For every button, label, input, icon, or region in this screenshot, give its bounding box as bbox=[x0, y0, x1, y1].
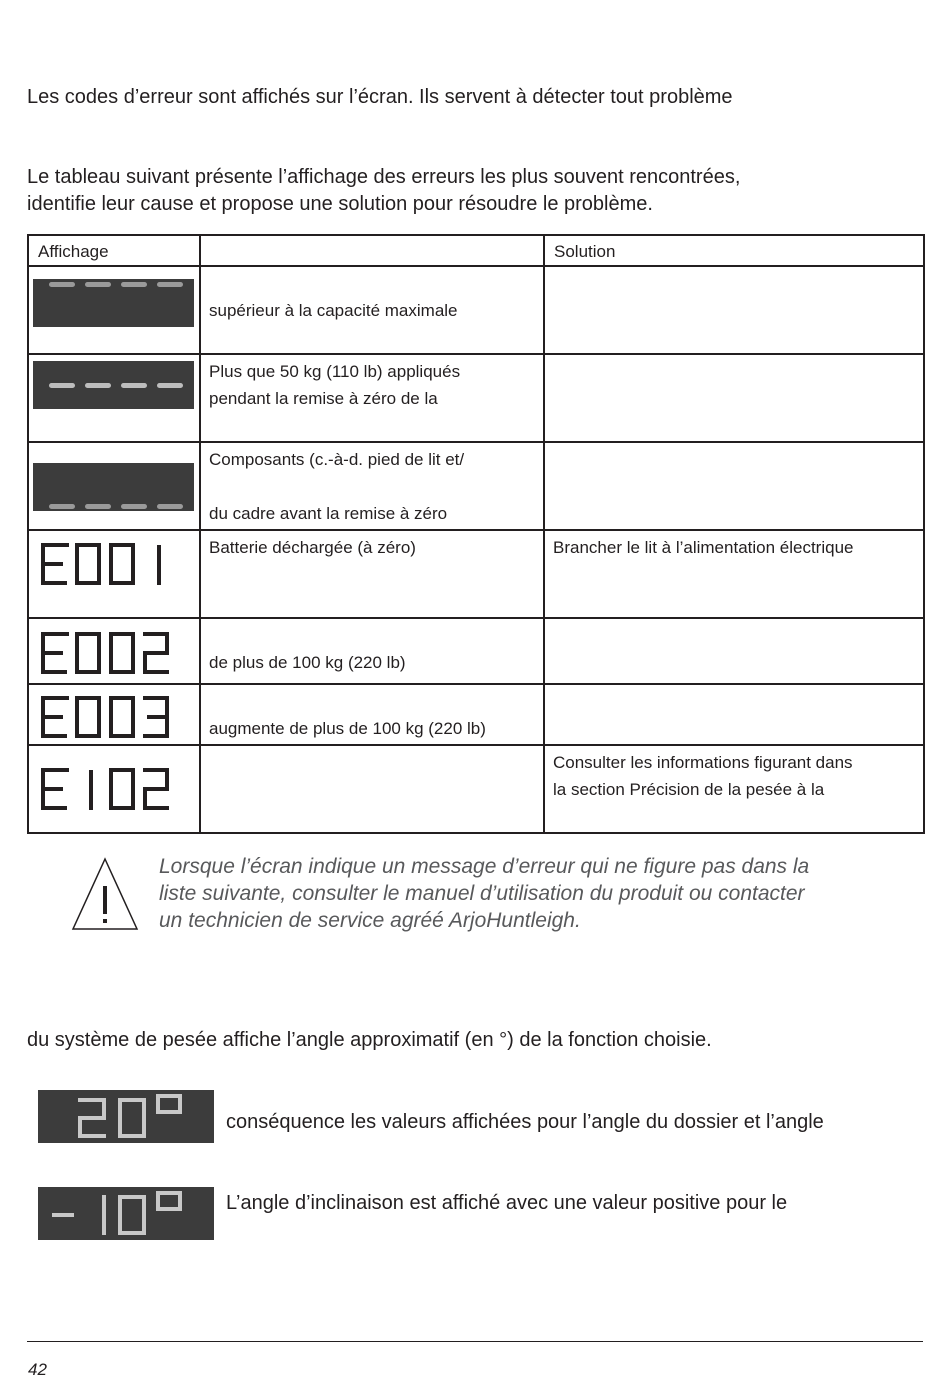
cause-cell bbox=[200, 266, 544, 354]
header-solution: Solution bbox=[544, 235, 924, 266]
cause-cell bbox=[200, 745, 544, 833]
cause-cell bbox=[200, 684, 544, 745]
table-row bbox=[28, 354, 924, 442]
seven-segment-e003-icon bbox=[37, 694, 177, 740]
display-cell bbox=[28, 442, 200, 530]
intro-paragraph-2 bbox=[27, 164, 740, 218]
angle-text-2: L’angle d’inclinaison est affiché avec une valeur positive pour le bbox=[226, 1192, 788, 1214]
solution-text: Brancher le lit à l’alimentation électrique bbox=[553, 538, 854, 557]
table-row bbox=[28, 266, 924, 354]
intro-line-2a: Le tableau suivant présente l’affichage des erreurs les plus souvent rencontrées, bbox=[27, 166, 741, 188]
cause-cell bbox=[200, 530, 544, 618]
cause-text: supérieur à la capacité maximale bbox=[209, 301, 458, 320]
angle-text-1: conséquence les valeurs affichées pour l’angle du dossier et l’angle bbox=[226, 1111, 824, 1133]
display-cell bbox=[28, 530, 200, 618]
seven-segment-e001-icon bbox=[37, 541, 177, 587]
cause-cell bbox=[200, 618, 544, 684]
warning-line: Lorsque l’écran indique un message d’erreur qui ne figure pas dans la bbox=[159, 855, 810, 878]
error-code-table bbox=[27, 234, 925, 834]
lcd-upper-dashes-icon bbox=[33, 279, 194, 327]
solution-cell bbox=[544, 354, 924, 442]
warning-triangle-icon bbox=[70, 856, 140, 932]
solution-cell bbox=[544, 745, 924, 833]
table-row bbox=[28, 745, 924, 833]
display-cell bbox=[28, 266, 200, 354]
intro-paragraph-1: Les codes d’erreur sont affichés sur l’écran. Ils servent à détecter tout problème bbox=[27, 86, 733, 108]
lcd-lower-dashes-icon bbox=[33, 463, 194, 511]
cause-text: Plus que 50 kg (110 lb) appliqués bbox=[209, 362, 461, 381]
intro-line-2b: identifie leur cause et propose une solution pour résoudre le problème. bbox=[27, 193, 653, 215]
table-row bbox=[28, 530, 924, 618]
header-cause bbox=[200, 235, 544, 266]
lcd-angle-minus-10-icon bbox=[38, 1187, 214, 1240]
page-number: 42 bbox=[28, 1360, 47, 1379]
cause-text: du cadre avant la remise à zéro bbox=[209, 504, 448, 523]
cause-text: pendant la remise à zéro de la bbox=[209, 389, 438, 408]
cause-text: de plus de 100 kg (220 lb) bbox=[209, 653, 406, 672]
solution-cell bbox=[544, 618, 924, 684]
seven-segment-e002-icon bbox=[37, 630, 177, 676]
cause-cell bbox=[200, 354, 544, 442]
header-display: Affichage bbox=[28, 235, 200, 266]
solution-text: Consulter les informations figurant dans bbox=[553, 753, 853, 772]
table-row bbox=[28, 442, 924, 530]
solution-cell bbox=[544, 442, 924, 530]
cause-text: Batterie déchargée (à zéro) bbox=[209, 538, 416, 557]
display-cell bbox=[28, 618, 200, 684]
cause-text: augmente de plus de 100 kg (220 lb) bbox=[209, 719, 486, 738]
warning-note bbox=[159, 853, 939, 934]
table-row bbox=[28, 684, 924, 745]
table-header-row bbox=[28, 235, 924, 266]
angle-intro: du système de pesée affiche l’angle approximatif (en °) de la fonction choisie. bbox=[27, 1029, 712, 1051]
cause-cell bbox=[200, 442, 544, 530]
warning-line: un technicien de service agréé ArjoHuntleigh. bbox=[159, 909, 581, 932]
display-cell bbox=[28, 745, 200, 833]
display-cell bbox=[28, 684, 200, 745]
display-cell bbox=[28, 354, 200, 442]
footer-divider bbox=[27, 1341, 923, 1342]
lcd-angle-20-icon bbox=[38, 1090, 214, 1143]
solution-cell bbox=[544, 530, 924, 618]
seven-segment-e102-icon bbox=[37, 766, 177, 812]
table-row bbox=[28, 618, 924, 684]
solution-cell bbox=[544, 266, 924, 354]
solution-cell bbox=[544, 684, 924, 745]
warning-line: liste suivante, consulter le manuel d’utilisation du produit ou contacter bbox=[159, 882, 805, 905]
lcd-middle-dashes-icon bbox=[33, 361, 194, 409]
cause-text: Composants (c.-à-d. pied de lit et/ bbox=[209, 450, 465, 469]
solution-text: la section Précision de la pesée à la bbox=[553, 780, 825, 799]
